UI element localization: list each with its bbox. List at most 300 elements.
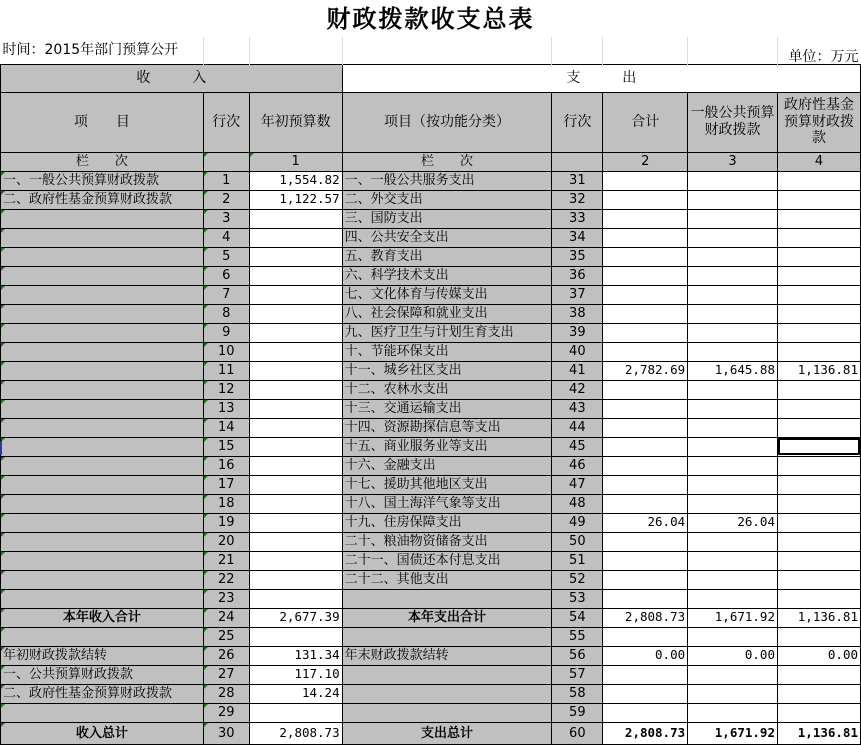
- income-item[interactable]: 年初财政拨款结转: [1, 646, 204, 665]
- expense-gov-fund[interactable]: [777, 209, 860, 228]
- column-number-label-2[interactable]: 栏 次: [342, 152, 552, 171]
- income-amount[interactable]: 117.10: [249, 665, 342, 684]
- income-amount[interactable]: 1,554.82: [249, 171, 342, 190]
- expense-general-fund[interactable]: [688, 380, 778, 399]
- table-row: [1, 627, 861, 646]
- income-row-no[interactable]: 21: [203, 551, 249, 570]
- column-number-2[interactable]: 2: [603, 152, 688, 171]
- expense-total[interactable]: [603, 551, 688, 570]
- income-row-no[interactable]: 16: [203, 456, 249, 475]
- expense-total[interactable]: [603, 190, 688, 209]
- expense-row-no[interactable]: 46: [552, 456, 603, 475]
- income-row-no[interactable]: 28: [203, 684, 249, 703]
- expense-total[interactable]: [603, 532, 688, 551]
- expense-row-no[interactable]: 60: [552, 722, 603, 744]
- income-item[interactable]: [1, 703, 204, 722]
- expense-gov-fund[interactable]: 1,136.81: [777, 722, 860, 744]
- expense-row-no[interactable]: 43: [552, 399, 603, 418]
- expense-gov-fund[interactable]: [777, 456, 860, 475]
- expense-gov-fund[interactable]: 1,136.81: [777, 608, 860, 627]
- income-row-no[interactable]: 10: [203, 342, 249, 361]
- expense-item[interactable]: 十五、商业服务业等支出: [342, 437, 552, 456]
- period-label[interactable]: 时间：2015年部门预算公开: [2, 42, 179, 59]
- table-row: [1, 228, 861, 247]
- expense-gov-fund[interactable]: [777, 665, 860, 684]
- expense-row-no[interactable]: 32: [552, 190, 603, 209]
- expense-general-fund[interactable]: [688, 684, 778, 703]
- income-row-no[interactable]: 19: [203, 513, 249, 532]
- expense-item[interactable]: 本年支出合计: [342, 608, 552, 627]
- income-amount[interactable]: 14.24: [249, 684, 342, 703]
- expense-gov-fund[interactable]: [777, 532, 860, 551]
- table-row: [1, 342, 861, 361]
- expense-row-no[interactable]: 50: [552, 532, 603, 551]
- expense-total[interactable]: [603, 209, 688, 228]
- col-header-gov-fund[interactable]: 政府性基金预算财政拨款: [777, 92, 860, 152]
- table-row: [1, 570, 861, 589]
- income-item[interactable]: 二、政府性基金预算财政拨款: [1, 190, 204, 209]
- empty-cell[interactable]: [249, 37, 342, 64]
- expense-gov-fund[interactable]: [777, 399, 860, 418]
- expense-total[interactable]: [603, 228, 688, 247]
- income-row-no[interactable]: 9: [203, 323, 249, 342]
- expense-total[interactable]: [603, 589, 688, 608]
- income-amount[interactable]: [249, 456, 342, 475]
- income-amount[interactable]: 2,677.39: [249, 608, 342, 627]
- expense-gov-fund[interactable]: [777, 627, 860, 646]
- column-number-row: [1, 152, 861, 171]
- expense-total[interactable]: [603, 570, 688, 589]
- table-row: [1, 361, 861, 380]
- expense-gov-fund[interactable]: [777, 418, 860, 437]
- expense-gov-fund[interactable]: [777, 684, 860, 703]
- income-item[interactable]: [1, 247, 204, 266]
- expense-item[interactable]: 三、国防支出: [342, 209, 552, 228]
- expense-row-no[interactable]: 37: [552, 285, 603, 304]
- income-row-no[interactable]: 29: [203, 703, 249, 722]
- expense-general-fund[interactable]: [688, 589, 778, 608]
- table-row: [1, 551, 861, 570]
- income-amount[interactable]: [249, 589, 342, 608]
- meta-row: [1, 37, 861, 64]
- income-item[interactable]: [1, 380, 204, 399]
- income-amount[interactable]: [249, 418, 342, 437]
- expense-row-no[interactable]: 41: [552, 361, 603, 380]
- expense-general-fund[interactable]: [688, 494, 778, 513]
- expense-item[interactable]: 支出总计: [342, 722, 552, 744]
- col-header-initial-budget[interactable]: 年初预算数: [249, 92, 342, 152]
- expense-row-no[interactable]: 36: [552, 266, 603, 285]
- expense-item[interactable]: 五、教育支出: [342, 247, 552, 266]
- expense-gov-fund[interactable]: [777, 342, 860, 361]
- expense-general-fund[interactable]: [688, 437, 778, 456]
- expense-gov-fund[interactable]: [777, 247, 860, 266]
- col-header-item[interactable]: 项 目: [1, 92, 204, 152]
- expense-gov-fund[interactable]: [777, 589, 860, 608]
- income-amount[interactable]: [249, 247, 342, 266]
- expense-item[interactable]: 二十、粮油物资储备支出: [342, 532, 552, 551]
- income-amount[interactable]: [249, 570, 342, 589]
- income-row-no[interactable]: 24: [203, 608, 249, 627]
- income-item[interactable]: 二、政府性基金预算财政拨款: [1, 684, 204, 703]
- income-amount[interactable]: [249, 399, 342, 418]
- col-header-total[interactable]: 合计: [603, 92, 688, 152]
- income-row-no[interactable]: 7: [203, 285, 249, 304]
- expense-gov-fund[interactable]: [777, 437, 860, 456]
- expense-total[interactable]: [603, 171, 688, 190]
- table-row: [1, 247, 861, 266]
- expense-general-fund[interactable]: 1,671.92: [688, 608, 778, 627]
- income-amount[interactable]: [249, 342, 342, 361]
- expense-item[interactable]: 十、节能环保支出: [342, 342, 552, 361]
- expense-total[interactable]: [603, 323, 688, 342]
- income-amount[interactable]: [249, 266, 342, 285]
- expense-general-fund[interactable]: [688, 627, 778, 646]
- expense-total[interactable]: [603, 456, 688, 475]
- column-number-4[interactable]: 4: [777, 152, 860, 171]
- income-amount[interactable]: [249, 323, 342, 342]
- table-row: [1, 589, 861, 608]
- expense-gov-fund[interactable]: [777, 570, 860, 589]
- expense-item[interactable]: 十三、交通运输支出: [342, 399, 552, 418]
- expense-row-no[interactable]: 48: [552, 494, 603, 513]
- expense-total[interactable]: [603, 304, 688, 323]
- expense-row-no[interactable]: 53: [552, 589, 603, 608]
- expense-item[interactable]: [342, 589, 552, 608]
- column-number-label[interactable]: 栏 次: [1, 152, 204, 171]
- expense-row-no[interactable]: 35: [552, 247, 603, 266]
- expense-row-no[interactable]: 31: [552, 171, 603, 190]
- col-header-row-no-2[interactable]: 行次: [552, 92, 603, 152]
- expense-total[interactable]: [603, 627, 688, 646]
- expense-total[interactable]: 2,808.73: [603, 722, 688, 744]
- expense-row-no[interactable]: 40: [552, 342, 603, 361]
- expense-total[interactable]: [603, 665, 688, 684]
- expense-general-fund[interactable]: 1,645.88: [688, 361, 778, 380]
- income-amount[interactable]: 2,808.73: [249, 722, 342, 744]
- income-amount[interactable]: 1,122.57: [249, 190, 342, 209]
- income-item[interactable]: [1, 361, 204, 380]
- column-number-3[interactable]: 3: [688, 152, 778, 171]
- table-row: [1, 475, 861, 494]
- expense-gov-fund[interactable]: 0.00: [777, 646, 860, 665]
- expense-gov-fund[interactable]: [777, 513, 860, 532]
- income-item[interactable]: 一、公共预算财政拨款: [1, 665, 204, 684]
- expense-total[interactable]: [603, 684, 688, 703]
- income-item[interactable]: [1, 209, 204, 228]
- expense-gov-fund[interactable]: [777, 380, 860, 399]
- income-amount[interactable]: [249, 209, 342, 228]
- income-row-no[interactable]: 17: [203, 475, 249, 494]
- expense-general-fund[interactable]: [688, 323, 778, 342]
- expense-row-no[interactable]: 58: [552, 684, 603, 703]
- income-row-no[interactable]: 13: [203, 399, 249, 418]
- income-item[interactable]: [1, 266, 204, 285]
- expense-total[interactable]: [603, 475, 688, 494]
- income-row-no[interactable]: 4: [203, 228, 249, 247]
- expense-total[interactable]: [603, 494, 688, 513]
- expense-general-fund[interactable]: [688, 475, 778, 494]
- expense-general-fund[interactable]: [688, 570, 778, 589]
- expense-row-no[interactable]: 44: [552, 418, 603, 437]
- table-row: [1, 266, 861, 285]
- table-row: [1, 399, 861, 418]
- expense-gov-fund[interactable]: [777, 190, 860, 209]
- expense-general-fund[interactable]: 26.04: [688, 513, 778, 532]
- expense-general-fund[interactable]: 0.00: [688, 646, 778, 665]
- col-header-func-item[interactable]: 项目（按功能分类）: [342, 92, 552, 152]
- expense-total[interactable]: [603, 418, 688, 437]
- income-amount[interactable]: [249, 513, 342, 532]
- column-number-1[interactable]: 1: [249, 152, 342, 171]
- income-item[interactable]: [1, 228, 204, 247]
- table-row: [1, 513, 861, 532]
- expense-item[interactable]: 六、科学技术支出: [342, 266, 552, 285]
- expense-item[interactable]: 七、文化体育与传媒支出: [342, 285, 552, 304]
- income-item[interactable]: [1, 304, 204, 323]
- income-item[interactable]: [1, 285, 204, 304]
- income-item[interactable]: [1, 456, 204, 475]
- title-row: [1, 0, 861, 37]
- income-amount[interactable]: [249, 228, 342, 247]
- expense-row-no[interactable]: 55: [552, 627, 603, 646]
- income-item[interactable]: 一、一般公共预算财政拨款: [1, 171, 204, 190]
- expense-row-no[interactable]: 51: [552, 551, 603, 570]
- col-header-row-no[interactable]: 行次: [203, 92, 249, 152]
- expense-item[interactable]: 十四、资源勘探信息等支出: [342, 418, 552, 437]
- expense-general-fund[interactable]: [688, 551, 778, 570]
- income-row-no[interactable]: 27: [203, 665, 249, 684]
- expense-general-fund[interactable]: [688, 266, 778, 285]
- expense-general-fund[interactable]: 1,671.92: [688, 722, 778, 744]
- income-item[interactable]: 本年收入合计: [1, 608, 204, 627]
- income-amount[interactable]: [249, 494, 342, 513]
- row-cursor-marker: [0, 441, 2, 455]
- expense-general-fund[interactable]: [688, 418, 778, 437]
- page-title: 财政拨款收支总表: [326, 3, 535, 33]
- table-row: [1, 703, 861, 722]
- income-row-no[interactable]: 11: [203, 361, 249, 380]
- income-item[interactable]: [1, 437, 204, 456]
- table-row: [1, 608, 861, 627]
- expense-row-no[interactable]: 49: [552, 513, 603, 532]
- expense-total[interactable]: 2,808.73: [603, 608, 688, 627]
- table-row: [1, 456, 861, 475]
- empty-cell[interactable]: [552, 152, 603, 171]
- expense-item[interactable]: 八、社会保障和就业支出: [342, 304, 552, 323]
- empty-cell[interactable]: [552, 37, 603, 64]
- expense-general-fund[interactable]: [688, 228, 778, 247]
- expense-item[interactable]: 十八、国土海洋气象等支出: [342, 494, 552, 513]
- income-row-no[interactable]: 12: [203, 380, 249, 399]
- income-row-no[interactable]: 26: [203, 646, 249, 665]
- expense-section-header[interactable]: 支 出: [342, 64, 860, 92]
- expense-total[interactable]: 0.00: [603, 646, 688, 665]
- income-row-no[interactable]: 20: [203, 532, 249, 551]
- expense-row-no[interactable]: 33: [552, 209, 603, 228]
- income-amount[interactable]: [249, 703, 342, 722]
- expense-gov-fund[interactable]: [777, 551, 860, 570]
- table-row: [1, 304, 861, 323]
- section-header-row: [1, 64, 861, 92]
- expense-row-no[interactable]: 57: [552, 665, 603, 684]
- income-amount[interactable]: [249, 285, 342, 304]
- expense-row-no[interactable]: 39: [552, 323, 603, 342]
- expense-general-fund[interactable]: [688, 209, 778, 228]
- table-row: [1, 665, 861, 684]
- income-amount[interactable]: [249, 475, 342, 494]
- expense-total[interactable]: [603, 266, 688, 285]
- table-row: [1, 722, 861, 744]
- table-row: [1, 437, 861, 456]
- expense-item[interactable]: 年末财政拨款结转: [342, 646, 552, 665]
- income-item[interactable]: [1, 323, 204, 342]
- expense-item[interactable]: 二十二、其他支出: [342, 570, 552, 589]
- income-row-no[interactable]: 5: [203, 247, 249, 266]
- expense-gov-fund[interactable]: [777, 171, 860, 190]
- expense-row-no[interactable]: 45: [552, 437, 603, 456]
- expense-item[interactable]: [342, 665, 552, 684]
- expense-total[interactable]: [603, 342, 688, 361]
- expense-total[interactable]: [603, 380, 688, 399]
- expense-gov-fund[interactable]: [777, 475, 860, 494]
- expense-general-fund[interactable]: [688, 190, 778, 209]
- income-item[interactable]: [1, 589, 204, 608]
- income-amount[interactable]: [249, 380, 342, 399]
- income-amount[interactable]: [249, 304, 342, 323]
- expense-general-fund[interactable]: [688, 171, 778, 190]
- expense-gov-fund[interactable]: [777, 323, 860, 342]
- table-row: [1, 323, 861, 342]
- expense-total[interactable]: [603, 437, 688, 456]
- expense-general-fund[interactable]: [688, 532, 778, 551]
- income-amount[interactable]: 131.34: [249, 646, 342, 665]
- expense-item[interactable]: 十二、农林水支出: [342, 380, 552, 399]
- income-row-no[interactable]: 23: [203, 589, 249, 608]
- income-amount[interactable]: [249, 532, 342, 551]
- income-row-no[interactable]: 22: [203, 570, 249, 589]
- expense-total[interactable]: [603, 285, 688, 304]
- income-row-no[interactable]: 3: [203, 209, 249, 228]
- income-row-no[interactable]: 15: [203, 437, 249, 456]
- expense-row-no[interactable]: 47: [552, 475, 603, 494]
- empty-cell[interactable]: [688, 37, 778, 64]
- income-row-no[interactable]: 6: [203, 266, 249, 285]
- expense-item[interactable]: 四、公共安全支出: [342, 228, 552, 247]
- expense-general-fund[interactable]: [688, 285, 778, 304]
- expense-gov-fund[interactable]: [777, 703, 860, 722]
- income-row-no[interactable]: 25: [203, 627, 249, 646]
- expense-item[interactable]: 二十一、国债还本付息支出: [342, 551, 552, 570]
- income-item[interactable]: [1, 532, 204, 551]
- income-item[interactable]: [1, 513, 204, 532]
- expense-total[interactable]: 2,782.69: [603, 361, 688, 380]
- expense-row-no[interactable]: 42: [552, 380, 603, 399]
- col-header-general-fund[interactable]: 一般公共预算财政拨款: [688, 92, 778, 152]
- expense-item[interactable]: 十九、住房保障支出: [342, 513, 552, 532]
- expense-gov-fund[interactable]: [777, 285, 860, 304]
- expense-item[interactable]: [342, 684, 552, 703]
- expense-item[interactable]: [342, 703, 552, 722]
- table-row: [1, 684, 861, 703]
- expense-item[interactable]: 一、一般公共服务支出: [342, 171, 552, 190]
- expense-total[interactable]: [603, 399, 688, 418]
- expense-gov-fund[interactable]: [777, 228, 860, 247]
- income-item[interactable]: [1, 475, 204, 494]
- expense-row-no[interactable]: 38: [552, 304, 603, 323]
- expense-general-fund[interactable]: [688, 703, 778, 722]
- income-amount[interactable]: [249, 627, 342, 646]
- expense-item[interactable]: 十七、援助其他地区支出: [342, 475, 552, 494]
- income-section-header[interactable]: 收 入: [1, 64, 343, 92]
- income-row-no[interactable]: 14: [203, 418, 249, 437]
- expense-gov-fund[interactable]: [777, 266, 860, 285]
- expense-general-fund[interactable]: [688, 304, 778, 323]
- table-row: [1, 418, 861, 437]
- expense-general-fund[interactable]: [688, 342, 778, 361]
- table-row: [1, 209, 861, 228]
- income-amount[interactable]: [249, 361, 342, 380]
- expense-gov-fund[interactable]: [777, 304, 860, 323]
- income-row-no[interactable]: 30: [203, 722, 249, 744]
- expense-row-no[interactable]: 34: [552, 228, 603, 247]
- expense-row-no[interactable]: 59: [552, 703, 603, 722]
- income-amount[interactable]: [249, 551, 342, 570]
- expense-row-no[interactable]: 54: [552, 608, 603, 627]
- expense-general-fund[interactable]: [688, 247, 778, 266]
- expense-general-fund[interactable]: [688, 665, 778, 684]
- income-item[interactable]: [1, 570, 204, 589]
- expense-general-fund[interactable]: [688, 399, 778, 418]
- expense-item[interactable]: 二、外交支出: [342, 190, 552, 209]
- expense-total[interactable]: [603, 703, 688, 722]
- expense-total[interactable]: [603, 247, 688, 266]
- expense-gov-fund[interactable]: 1,136.81: [777, 361, 860, 380]
- income-item[interactable]: [1, 399, 204, 418]
- expense-item[interactable]: 十一、城乡社区支出: [342, 361, 552, 380]
- empty-cell[interactable]: [342, 37, 552, 64]
- income-item[interactable]: [1, 418, 204, 437]
- column-header-row: [1, 92, 861, 152]
- table-row: [1, 190, 861, 209]
- income-row-no[interactable]: 1: [203, 171, 249, 190]
- income-item[interactable]: 收入总计: [1, 722, 204, 744]
- expense-row-no[interactable]: 52: [552, 570, 603, 589]
- expense-total[interactable]: 26.04: [603, 513, 688, 532]
- income-amount[interactable]: [249, 437, 342, 456]
- expense-item[interactable]: [342, 627, 552, 646]
- expense-gov-fund[interactable]: [777, 494, 860, 513]
- income-item[interactable]: [1, 627, 204, 646]
- income-row-no[interactable]: 8: [203, 304, 249, 323]
- table-row: [1, 285, 861, 304]
- income-item[interactable]: [1, 494, 204, 513]
- expense-item[interactable]: 九、医疗卫生与计划生育支出: [342, 323, 552, 342]
- expense-item[interactable]: 十六、金融支出: [342, 456, 552, 475]
- table-row: [1, 380, 861, 399]
- table-row: [1, 646, 861, 665]
- empty-cell[interactable]: [203, 37, 249, 64]
- income-row-no[interactable]: 18: [203, 494, 249, 513]
- expense-row-no[interactable]: 56: [552, 646, 603, 665]
- income-item[interactable]: [1, 342, 204, 361]
- unit-label[interactable]: 单位：万元: [788, 48, 859, 64]
- expense-general-fund[interactable]: [688, 456, 778, 475]
- empty-cell[interactable]: [603, 37, 688, 64]
- income-item[interactable]: [1, 551, 204, 570]
- income-row-no[interactable]: 2: [203, 190, 249, 209]
- empty-cell[interactable]: [203, 152, 249, 171]
